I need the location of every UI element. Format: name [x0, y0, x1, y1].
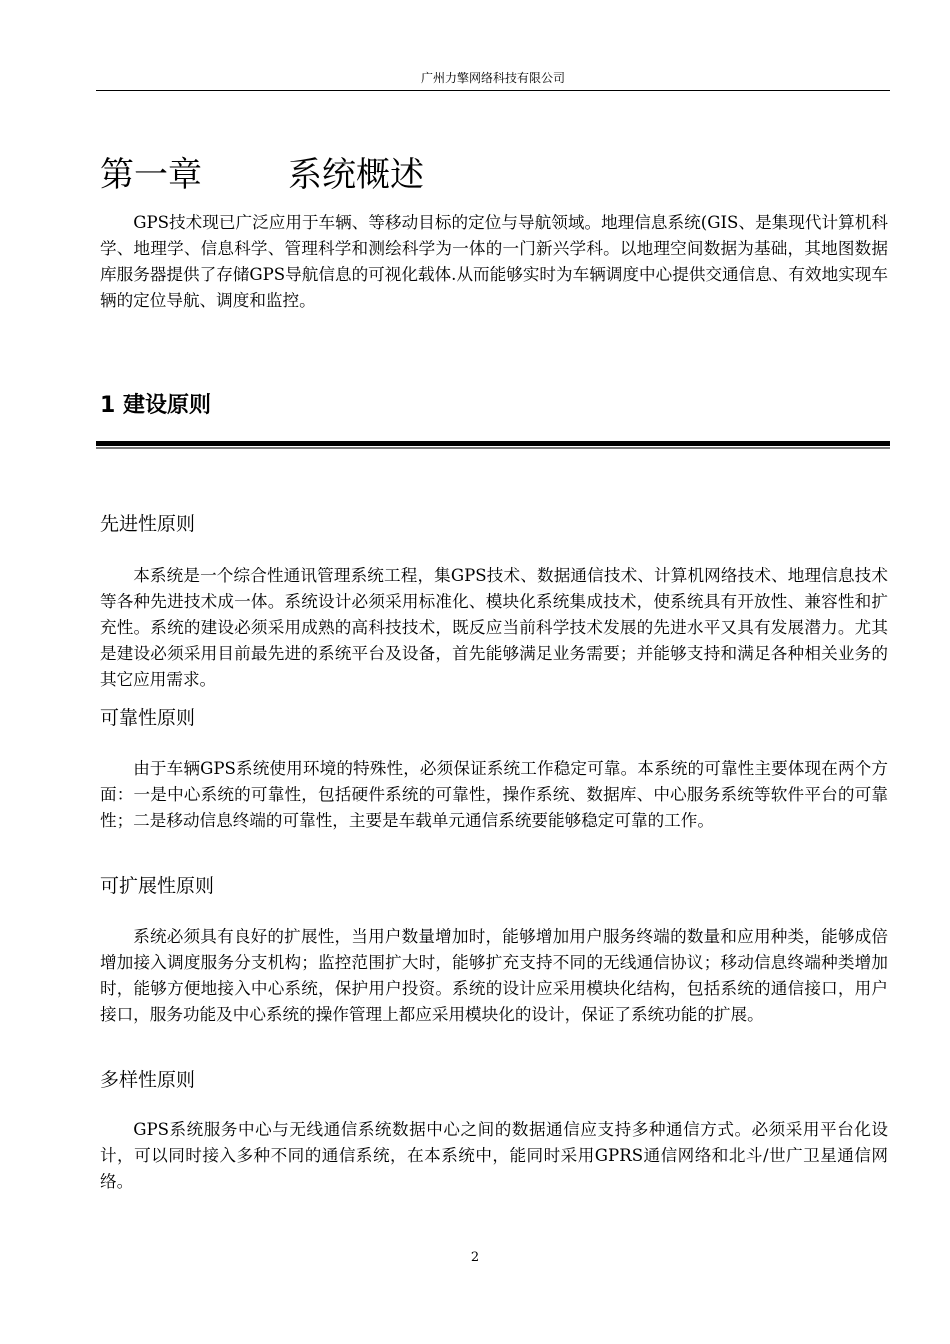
- section-divider-thick: [96, 441, 890, 446]
- principle-text-scalability: 系统必须具有良好的扩展性，当用户数量增加时，能够增加用户服务终端的数量和应用种类，能够成倍增加接入调度服务分支机构；监控范围扩大时，能够扩充支持不同的无线通信协议；移动信息终端种类增加时，能够方便地接入中心系统，保护用户投资。系统的设计应采用模块化结构，包括系统的通信接口，用户接口，服务功能及中心系统的操作管理上都应采用模块化的设计，保证了系统功能的扩展。: [100, 927, 888, 1024]
- page-header: [96, 70, 890, 91]
- chapter-heading: [100, 150, 424, 200]
- header-company: 广州力擎网络科技有限公司: [420, 71, 565, 85]
- section-heading: 1 建设原则: [100, 393, 211, 418]
- principle-heading-advanced: 先进性原则: [100, 513, 196, 535]
- principle-text-reliability: 由于车辆GPS系统使用环境的特殊性，必须保证系统工作稳定可靠。本系统的可靠性主要体现在两个方面：一是中心系统的可靠性，包括硬件系统的可靠性，操作系统、数据库、中心服务系统等软件平台的可靠性；二是移动信息终端的可靠性，主要是车载单元通信系统要能够稳定可靠的工作。: [100, 759, 888, 830]
- principle-heading-scalability: 可扩展性原则: [100, 875, 215, 897]
- section-divider-thin: [96, 447, 890, 449]
- principle-heading-reliability: 可靠性原则: [100, 707, 196, 729]
- principle-text-advanced: 本系统是一个综合性通讯管理系统工程，集GPS技术、数据通信技术、计算机网络技术、地理信息技术等各种先进技术成一体。系统设计必须采用标准化、模块化系统集成技术，使系统具有开放性、兼容性和扩充性。系统的建设必须采用成熟的高科技技术，既反应当前科学技术发展的先进水平又具有发展潜力。尤其是建设必须采用目前最先进的系统平台及设备，首先能够满足业务需要；并能够支持和满足各种相关业务的其它应用需求。: [100, 566, 888, 689]
- intro-paragraph: GPS技术现已广泛应用于车辆、等移动目标的定位与导航领域。地理信息系统(GIS、是集现代计算机科学、地理学、信息科学、管理科学和测绘科学为一体的一门新兴学科。以地理空间数据为基础，其地图数据库服务器提供了存储GPS导航信息的可视化载体.从而能够实时为车辆调度中心提供交通信息、有效地实现车辆的定位导航、调度和监控。: [100, 213, 888, 310]
- chapter-title: 系统概述: [288, 155, 424, 195]
- chapter-number: 第一章: [100, 155, 202, 195]
- principle-heading-diversity: 多样性原则: [100, 1069, 196, 1091]
- page-number: 2: [470, 1250, 480, 1265]
- principle-text-diversity: GPS系统服务中心与无线通信系统数据中心之间的数据通信应支持多种通信方式。必须采用平台化设计，可以同时接入多种不同的通信系统，在本系统中，能同时采用GPRS通信网络和北斗/世广卫星通信网络。: [100, 1120, 888, 1191]
